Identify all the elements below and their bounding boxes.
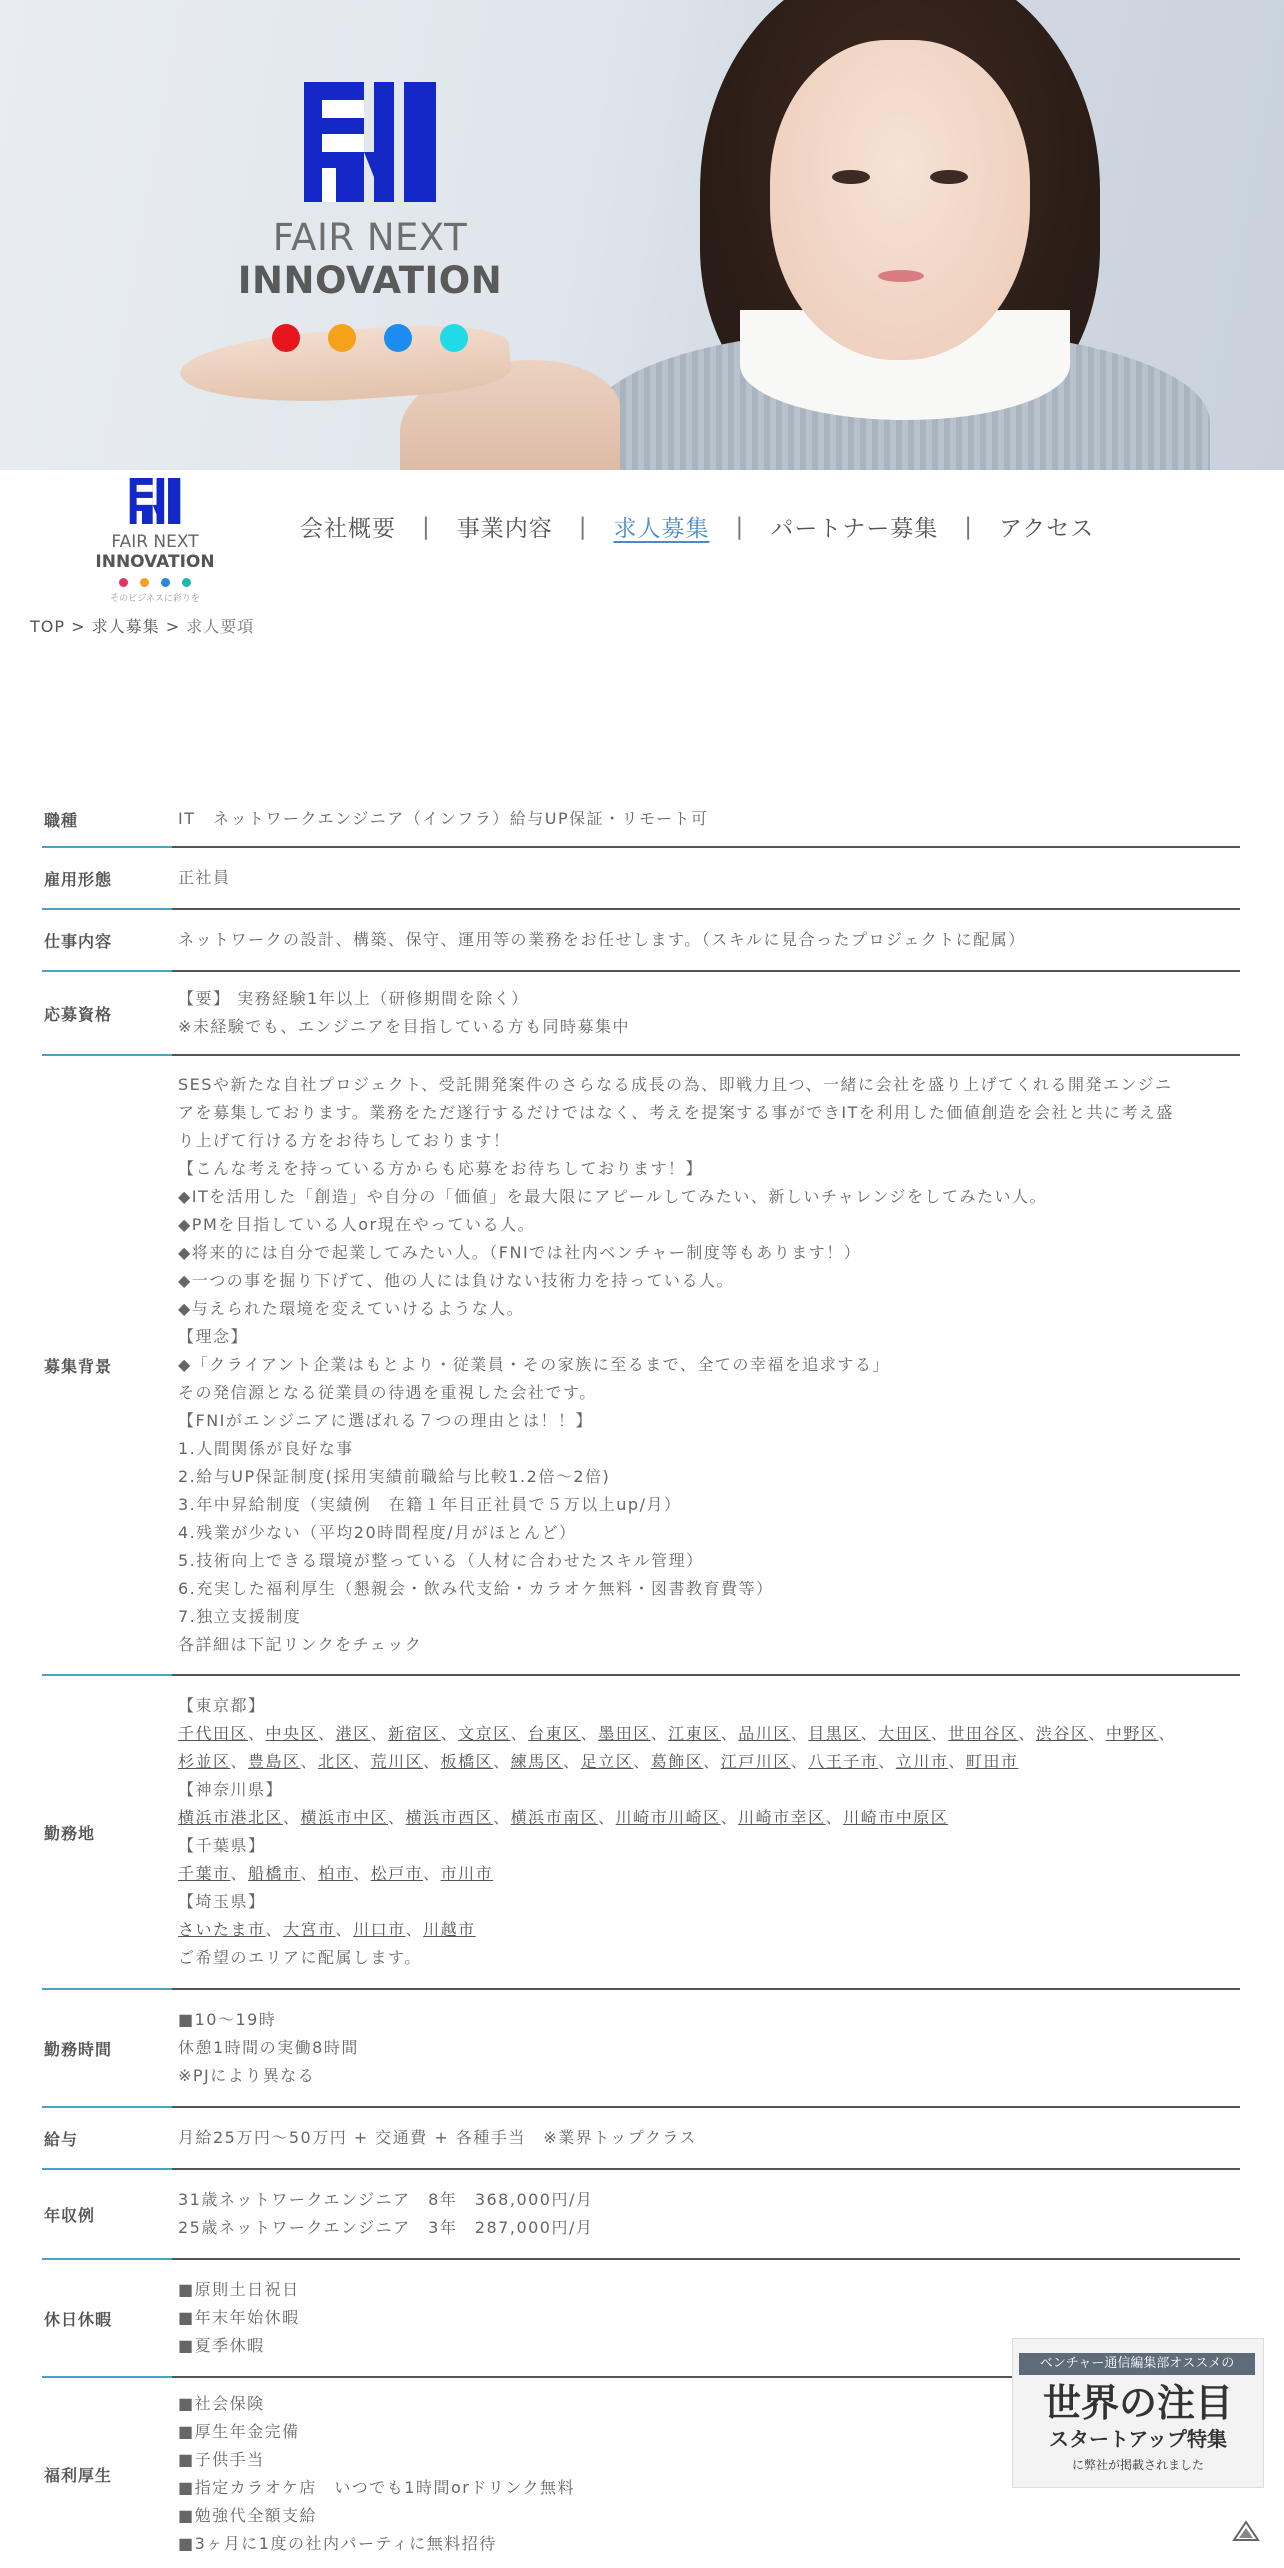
row-value-line: 【理念】	[178, 1327, 249, 1346]
table-row-background	[42, 1056, 1240, 1676]
row-value-line: ■指定カラオケ店 いつでも1時間orドリンク無料	[178, 2478, 576, 2497]
comma: 、	[1088, 1724, 1106, 1743]
comma: 、	[1018, 1724, 1036, 1743]
location-link[interactable]: 柏市	[318, 1864, 354, 1883]
row-label: 福利厚生	[44, 2465, 113, 2485]
comma: 、	[825, 1808, 844, 1827]
row-value-line: その発信源となる従業員の待遇を重視した会社です。	[178, 1383, 597, 1402]
location-link[interactable]: 川口市	[353, 1920, 406, 1939]
row-value-line: ◆PMを目指している人or現在やっている人。	[178, 1215, 536, 1234]
row-value	[178, 1059, 1240, 1671]
breadcrumb-link[interactable]: TOP	[30, 617, 66, 636]
row-value-line: 【こんな考えを持っている方からも応募をお待ちしております！】	[178, 1159, 704, 1178]
breadcrumb-separator: >	[65, 617, 92, 636]
row-value-line: 3.年中昇給制度（実績例 在籍１年目正社員で５万以上up/月）	[178, 1495, 682, 1514]
row-value-line: 各詳細は下記リンクをチェック	[178, 1635, 423, 1654]
row-value-line: ◆将来的には自分で起業してみたい人。（FNIでは社内ベンチャー制度等もあります！）	[178, 1243, 862, 1262]
row-value-line: ■厚生年金完備	[178, 2422, 300, 2441]
comma: 、	[353, 1864, 371, 1883]
comma: 、	[493, 1752, 511, 1771]
row-value-line: ■10～19時	[178, 2010, 277, 2029]
location-link[interactable]: 荒川区	[370, 1752, 424, 1771]
logo-dot	[119, 578, 128, 587]
location-link[interactable]: 八王子市	[808, 1752, 879, 1771]
comma: 、	[283, 1808, 301, 1827]
menu-separator: |	[735, 513, 745, 540]
page-top-icon[interactable]	[1232, 2520, 1260, 2542]
hero-banner	[0, 0, 1284, 470]
location-link[interactable]: 中野区	[1105, 1724, 1159, 1743]
location-links	[178, 1860, 1240, 1888]
comma: 、	[633, 1752, 651, 1771]
location-link[interactable]: 豊島区	[248, 1752, 301, 1771]
location-link[interactable]: 千代田区	[178, 1724, 249, 1743]
hero-dots	[135, 324, 605, 352]
breadcrumb-current: 求人要項	[186, 617, 255, 636]
table-row-salary	[42, 2108, 1240, 2170]
comma: 、	[1158, 1724, 1176, 1743]
row-value	[178, 2112, 1240, 2164]
location-link[interactable]: 中央区	[265, 1724, 319, 1743]
row-label: 勤務時間	[44, 2039, 113, 2059]
row-value-line: ■社会保険	[178, 2394, 265, 2413]
comma: 、	[370, 1724, 389, 1743]
row-value-line: アを募集しております。業務をただ遂行するだけではなく、考えを提案する事ができITを利用した価値創造を会社と共に考え盛	[178, 1103, 1174, 1122]
hero-wordmark-bold: INNOVATION	[237, 259, 503, 302]
row-value-line: 31歳ネットワークエンジニア 8年 368,000円/月	[178, 2190, 594, 2209]
row-value-line: 【FNIがエンジニアに選ばれる７つの理由とは！！】	[178, 1411, 593, 1430]
site-logo-dots	[60, 578, 250, 587]
row-value	[178, 1994, 1240, 2102]
job-requirements-table	[42, 792, 1240, 2568]
site-logo-wordmark	[60, 532, 250, 572]
menu-item-4[interactable]: アクセス	[999, 516, 1095, 542]
comma: 、	[265, 1920, 284, 1939]
location-heading: 【埼玉県】	[178, 1892, 266, 1911]
location-link[interactable]: 品川区	[738, 1724, 791, 1743]
row-value-line: ※PJにより異なる	[178, 2066, 316, 2085]
row-label: 仕事内容	[44, 931, 113, 951]
location-link[interactable]: 横浜市西区	[405, 1808, 494, 1827]
location-link[interactable]: 船橋市	[248, 1864, 301, 1883]
location-links	[178, 1748, 1240, 1776]
banner-subtitle: スタートアップ特集	[1049, 2427, 1227, 2451]
location-link[interactable]: 川崎市幸区	[738, 1808, 826, 1827]
hero-wordmark-light: FAIR NEXT	[272, 216, 468, 259]
comma: 、	[405, 1920, 424, 1939]
fni-logo-mark	[129, 478, 181, 524]
logo-dot	[384, 324, 412, 352]
comma: 、	[493, 1808, 511, 1827]
location-link[interactable]: 横浜市南区	[510, 1808, 599, 1827]
comma: 、	[878, 1752, 896, 1771]
site-header	[0, 470, 1284, 604]
logo-dot	[182, 578, 191, 587]
row-value-line: 4.残業が少ない（平均20時間程度/月がほとんど）	[178, 1523, 577, 1542]
location-link[interactable]: 横浜市港北区	[178, 1808, 284, 1827]
location-link[interactable]: 北区	[318, 1752, 354, 1771]
location-link[interactable]: 葛飾区	[650, 1752, 704, 1771]
breadcrumb-link[interactable]: 求人募集	[91, 617, 160, 636]
location-link[interactable]: 文京区	[458, 1724, 511, 1743]
row-value-line: ■勉強代全額支給	[178, 2506, 318, 2525]
logo-dot	[140, 578, 149, 587]
row-label: 給与	[44, 2129, 79, 2149]
location-link[interactable]: 杉並区	[178, 1752, 231, 1771]
logo-dot	[328, 324, 356, 352]
hero-wordmark	[135, 216, 605, 302]
location-link[interactable]: 町田市	[965, 1752, 1019, 1771]
comma: 、	[580, 1724, 599, 1743]
row-value-line: ◆「クライアント企業はもとより・従業員・その家族に至るまで、全ての幸福を追求する」	[178, 1355, 890, 1374]
location-link[interactable]: 大田区	[878, 1724, 931, 1743]
site-logo[interactable]	[60, 478, 250, 604]
row-value-line: ■年末年始休暇	[178, 2308, 300, 2327]
logo-dot	[161, 578, 170, 587]
logo-dot	[440, 324, 468, 352]
location-links	[178, 1720, 1240, 1748]
location-link[interactable]: 板橋区	[440, 1752, 494, 1771]
comma: 、	[388, 1808, 406, 1827]
menu-item-2[interactable]: 求人募集	[613, 516, 710, 542]
location-link[interactable]: 台東区	[528, 1724, 581, 1743]
location-heading: 【神奈川県】	[178, 1780, 284, 1799]
location-link[interactable]: 新宿区	[388, 1724, 441, 1743]
comma: 、	[930, 1724, 949, 1743]
comma: 、	[703, 1752, 721, 1771]
comma: 、	[300, 1752, 319, 1771]
table-row-title	[42, 792, 1240, 848]
banner-top-label: ベンチャー通信編集部オススメの	[1019, 2353, 1255, 2375]
comma: 、	[353, 1752, 371, 1771]
row-value-line: IT ネットワークエンジニア（インフラ）給与UP保証・リモート可	[178, 809, 709, 828]
row-label: 職種	[44, 810, 79, 830]
menu-separator: |	[422, 513, 431, 540]
row-value-line: 【要】 実務経験1年以上（研修期間を除く）	[178, 989, 529, 1008]
location-heading: 【千葉県】	[178, 1836, 266, 1855]
comma: 、	[720, 1724, 739, 1743]
location-link[interactable]: 墨田区	[598, 1724, 651, 1743]
comma: 、	[423, 1864, 441, 1883]
row-value-line: ※未経験でも、エンジニアを目指している方も同時募集中	[178, 1017, 631, 1036]
comma: 、	[318, 1724, 336, 1743]
comma: 、	[860, 1724, 879, 1743]
banner-title: 世界の注目	[1042, 2380, 1233, 2425]
location-link[interactable]: 千葉市	[178, 1864, 231, 1883]
comma: 、	[948, 1752, 966, 1771]
venture-feature-banner[interactable]	[1012, 2338, 1264, 2488]
row-value-line: SESや新たな自社プロジェクト、受託開発案件のさらなる成長の為、即戦力且つ、一緒に会社を盛り上げてくれる開発エンジニ	[178, 1075, 1173, 1094]
row-value-line: ◆与えられた環境を変えていけるような人。	[178, 1299, 525, 1318]
location-link[interactable]: 川崎市中原区	[843, 1808, 949, 1827]
comma: 、	[335, 1920, 354, 1939]
comma: 、	[300, 1864, 319, 1883]
site-logo-bold: INNOVATION	[95, 552, 215, 572]
hero-person-face	[770, 40, 1030, 360]
row-value-line: 休憩1時間の実働8時間	[178, 2038, 359, 2057]
location-link[interactable]: 練馬区	[510, 1752, 564, 1771]
comma: 、	[790, 1752, 809, 1771]
menu-separator: |	[964, 513, 973, 540]
location-links	[178, 1916, 1240, 1944]
row-value-line: 1.人間関係が良好な事	[178, 1439, 354, 1458]
location-link[interactable]: 川崎市川崎区	[615, 1808, 721, 1827]
location-link[interactable]: 江東区	[668, 1724, 721, 1743]
row-value-line: ネットワークの設計、構築、保守、運用等の業務をお任せします。（スキルに見合ったプロジェクトに配属）	[178, 930, 1026, 949]
location-link[interactable]: 大宮市	[283, 1920, 336, 1939]
menu-item-0[interactable]: 会社概要	[300, 516, 396, 542]
hero-eye	[930, 170, 968, 184]
row-value-line: 2.給与UP保証制度(採用実績前職給与比較1.2倍～2倍)	[178, 1467, 611, 1486]
main-menu	[300, 510, 1094, 543]
location-link[interactable]: 目黒区	[808, 1724, 861, 1743]
comma: 、	[440, 1724, 459, 1743]
row-label: 募集背景	[44, 1356, 113, 1376]
row-value-line: 5.技術向上できる環境が整っている（人材に合わせたスキル管理）	[178, 1551, 704, 1570]
row-value	[178, 852, 1240, 904]
location-link[interactable]: 江戸川区	[720, 1752, 791, 1771]
location-link[interactable]: 横浜市中区	[300, 1808, 389, 1827]
banner-note: に弊社が掲載されました	[1071, 2458, 1204, 2472]
hero-logo	[135, 82, 605, 352]
row-value	[178, 973, 1240, 1053]
table-row-location	[42, 1676, 1240, 1990]
row-value-line: ■子供手当	[178, 2450, 265, 2469]
hero-lips	[878, 270, 924, 282]
row-value	[178, 2174, 1240, 2254]
comma: 、	[563, 1752, 581, 1771]
row-value-line: ■原則土日祝日	[178, 2280, 300, 2299]
menu-item-3[interactable]: パートナー募集	[770, 516, 939, 542]
row-value-line: ■夏季休暇	[178, 2336, 265, 2355]
location-links	[178, 1804, 1240, 1832]
table-row-work	[42, 910, 1240, 972]
fni-logo-mark	[304, 82, 436, 202]
row-value-line: り上げて行ける方をお待ちしております！	[178, 1131, 511, 1150]
row-label: 年収例	[44, 2205, 96, 2225]
location-link[interactable]: 川越市	[423, 1920, 476, 1939]
location-link[interactable]: 港区	[335, 1724, 371, 1743]
row-value-line: 6.充実した福利厚生（懇親会・飲み代支給・カラオケ無料・図書教育費等）	[178, 1579, 774, 1598]
row-value-line: ■3ヶ月に1度の社内パーティに無料招待	[178, 2534, 497, 2553]
breadcrumb	[30, 614, 254, 637]
location-heading: ご希望のエリアに配属します。	[178, 1948, 422, 1967]
comma: 、	[248, 1724, 266, 1743]
site-logo-tagline: そのビジネスに彩りを	[110, 594, 200, 604]
breadcrumb-separator: >	[159, 617, 187, 636]
location-link[interactable]: 渋谷区	[1035, 1724, 1089, 1743]
location-link[interactable]: 立川市	[895, 1752, 949, 1771]
row-value	[178, 914, 1240, 966]
location-link[interactable]: 松戸市	[370, 1864, 424, 1883]
row-value-line: ◆一つの事を掘り下げて、他の人には負けない技術力を持っている人。	[178, 1271, 734, 1290]
comma: 、	[790, 1724, 809, 1743]
menu-item-1[interactable]: 事業内容	[456, 516, 553, 542]
comma: 、	[230, 1752, 249, 1771]
comma: 、	[423, 1752, 441, 1771]
row-label: 雇用形態	[44, 869, 113, 889]
row-value	[178, 793, 1240, 845]
row-value-line: 25歳ネットワークエンジニア 3年 287,000円/月	[178, 2218, 594, 2237]
location-link[interactable]: 市川市	[440, 1864, 494, 1883]
table-row-hours	[42, 1990, 1240, 2108]
comma: 、	[230, 1864, 249, 1883]
comma: 、	[598, 1808, 616, 1827]
menu-separator: |	[578, 513, 588, 540]
row-value-line: ◆ITを活用した「創造」や自分の「価値」を最大限にアピールしてみたい、新しいチャレンジをしてみたい人。	[178, 1187, 1048, 1206]
comma: 、	[720, 1808, 739, 1827]
site-logo-light: FAIR NEXT	[111, 532, 199, 552]
row-value-line: 正社員	[178, 868, 231, 887]
comma: 、	[650, 1724, 669, 1743]
comma: 、	[510, 1724, 529, 1743]
location-link[interactable]: さいたま市	[178, 1920, 266, 1939]
logo-dot	[272, 324, 300, 352]
location-heading: 【東京都】	[178, 1696, 266, 1715]
table-row-employment	[42, 848, 1240, 910]
row-value-line: 7.独立支援制度	[178, 1607, 302, 1626]
row-label: 応募資格	[44, 1004, 113, 1024]
row-label: 勤務地	[44, 1823, 96, 1843]
row-value-line: 月給25万円～50万円 + 交通費 + 各種手当 ※業界トップクラス	[178, 2128, 697, 2147]
row-label: 休日休暇	[44, 2309, 113, 2329]
table-row-requirements	[42, 972, 1240, 1056]
table-row-annual	[42, 2170, 1240, 2260]
row-value	[178, 1680, 1240, 1984]
hero-eye	[832, 170, 870, 184]
location-link[interactable]: 足立区	[580, 1752, 634, 1771]
location-link[interactable]: 世田谷区	[948, 1724, 1019, 1743]
